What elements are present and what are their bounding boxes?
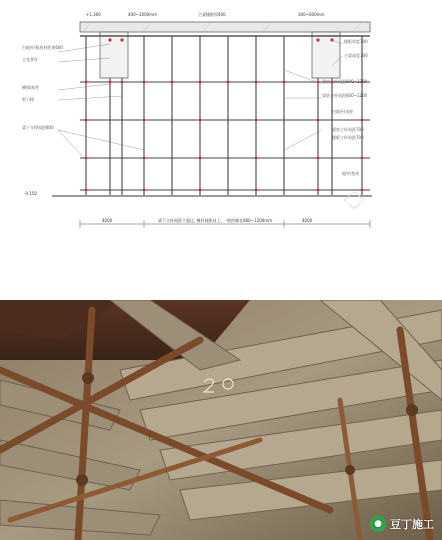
slab-span-label: 400~1000mm <box>128 12 157 17</box>
right-note-1: 楼板厚度700 <box>344 39 368 44</box>
right-note-2: 主梁高度700 <box>344 53 368 58</box>
right-note-7: 楼板立杆间距700 <box>332 135 364 140</box>
right-note-6: 梁底立杆间距700 <box>332 127 364 132</box>
dim-mid-label: 梁下立杆间距不超过, 横杆间距同上, 一般控制在800~1200mm <box>158 218 273 223</box>
top-note-label: 主梁楼板厚400 <box>198 12 226 17</box>
right-note-4: 梁底立杆间距800~1200 <box>322 93 368 98</box>
scaffold-photo-illustration <box>0 300 442 540</box>
brand-text: 豆丁施工 <box>390 518 434 531</box>
formwork-photo <box>0 300 442 540</box>
right-note-5: 扫地杆/步距 <box>332 109 354 114</box>
formwork-section-diagram <box>22 0 378 240</box>
dim-left-label: 4000 <box>102 218 113 223</box>
brand-watermark <box>370 516 434 532</box>
ground-label: 地坪/垫块 <box>342 171 360 176</box>
dim-right-label: 4000 <box>302 218 313 223</box>
left-note-4: 剪刀撑 <box>22 97 34 102</box>
wechat-icon: ● <box>370 516 386 532</box>
bottom-elevation-label: -0.150 <box>24 191 37 196</box>
right-note-3: 梁底立杆间距800~1200 <box>322 79 368 84</box>
top-dim-label: 300~600mm <box>298 12 325 17</box>
formwork-drawing <box>22 0 378 240</box>
left-note-3: 横撑/扣件 <box>22 85 40 90</box>
left-note-5: 梁下支撑间距800 <box>22 125 54 130</box>
top-elevation-label: +1.300 <box>86 12 101 17</box>
left-note-2: 主龙骨杆 <box>22 57 38 62</box>
left-note-1: 扫地杆/板底杆距离600 <box>22 45 63 50</box>
